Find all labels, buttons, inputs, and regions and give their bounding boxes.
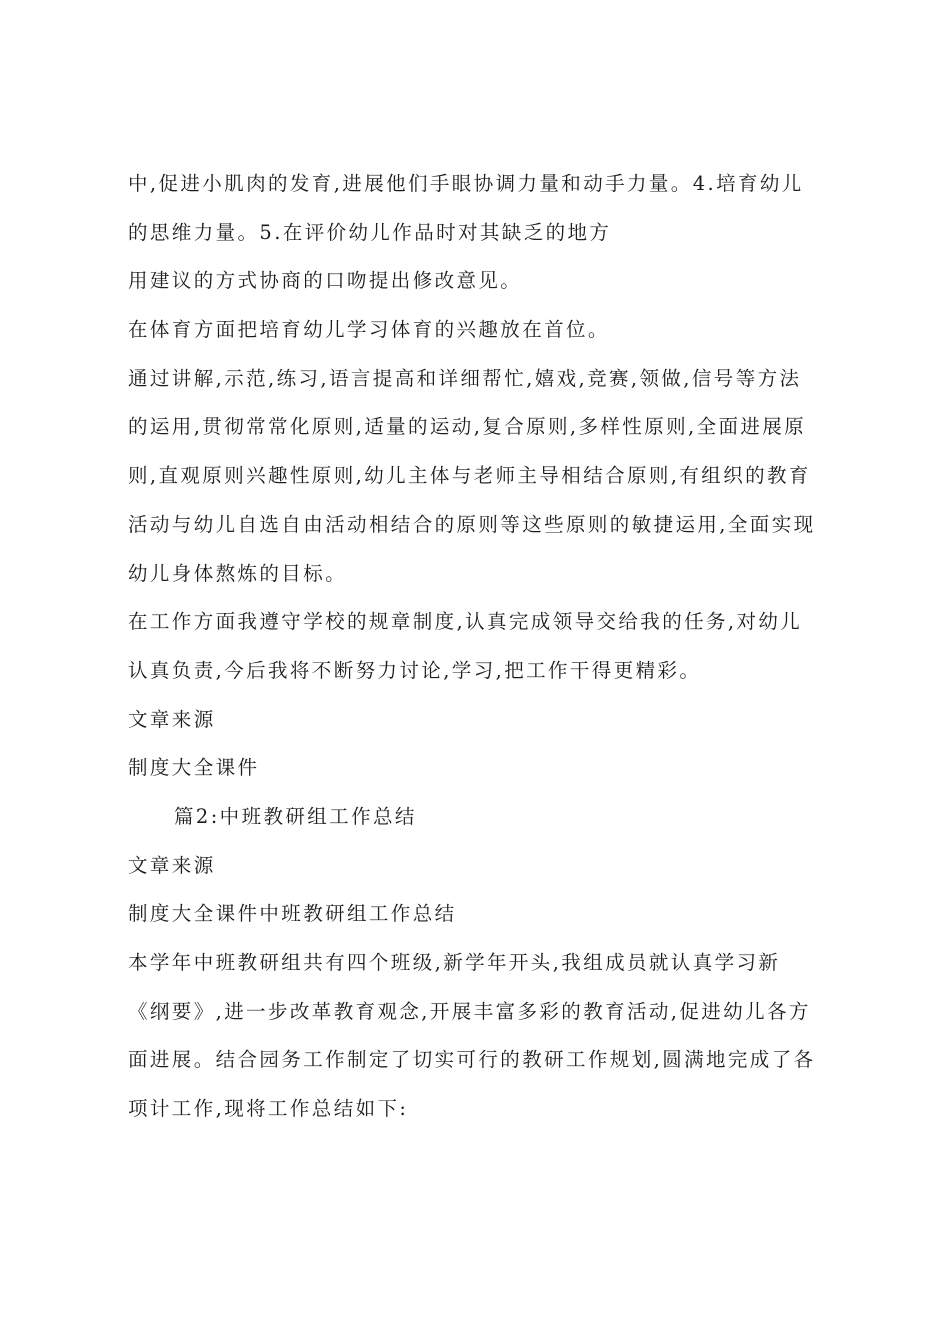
source-name: 制度大全课件: [128, 756, 260, 780]
text-line: 则,直观原则兴趣性原则,幼儿主体与老师主导相结合原则,有组织的教育: [128, 464, 811, 488]
text-line: 本学年中班教研组共有四个班级,新学年开头,我组成员就认真学习新: [128, 951, 781, 974]
text-line: 认真负责,今后我将不断努力讨论,学习,把工作干得更精彩。: [128, 658, 702, 682]
source-label: 文章来源: [128, 853, 216, 877]
source-label: 文章来源: [128, 707, 216, 731]
text-line: 的运用,贯彻常常化原则,适量的运动,复合原则,多样性原则,全面进展原: [128, 415, 807, 439]
text-line: 通过讲解,示范,练习,语言提高和详细帮忙,嬉戏,竞赛,领做,信号等方法: [128, 366, 802, 390]
text-line: 在体育方面把培育幼儿学习体育的兴趣放在首位。: [128, 318, 610, 342]
text-line: 《纲要》,进一步改革教育观念,开展丰富多彩的教育活动,促进幼儿各方: [128, 999, 811, 1023]
document-body: [128, 160, 832, 1134]
text-line: 活动与幼儿自选自由活动相结合的原则等这些原则的敏捷运用,全面实现: [128, 512, 816, 536]
text-line: 用建议的方式协商的口吻提出修改意见。: [128, 269, 523, 293]
text-line: 在工作方面我遵守学校的规章制度,认真完成领导交给我的任务,对幼儿: [128, 610, 803, 634]
text-line: 面进展。结合园务工作制定了切实可行的教研工作规划,圆满地完成了各: [128, 1048, 816, 1072]
section-heading: 篇2:中班教研组工作总结: [174, 804, 417, 828]
text-line: 幼儿身体熬炼的目标。: [128, 561, 348, 585]
text-line: 的思维力量。5.在评价幼儿作品时对其缺乏的地方: [128, 220, 612, 244]
text-line: 项计工作,现将工作总结如下:: [128, 1097, 409, 1121]
document-title: 制度大全课件中班教研组工作总结: [128, 902, 457, 926]
text-line: 中,促进小肌肉的发育,进展他们手眼协调力量和动手力量。4.培育幼儿: [128, 172, 804, 195]
